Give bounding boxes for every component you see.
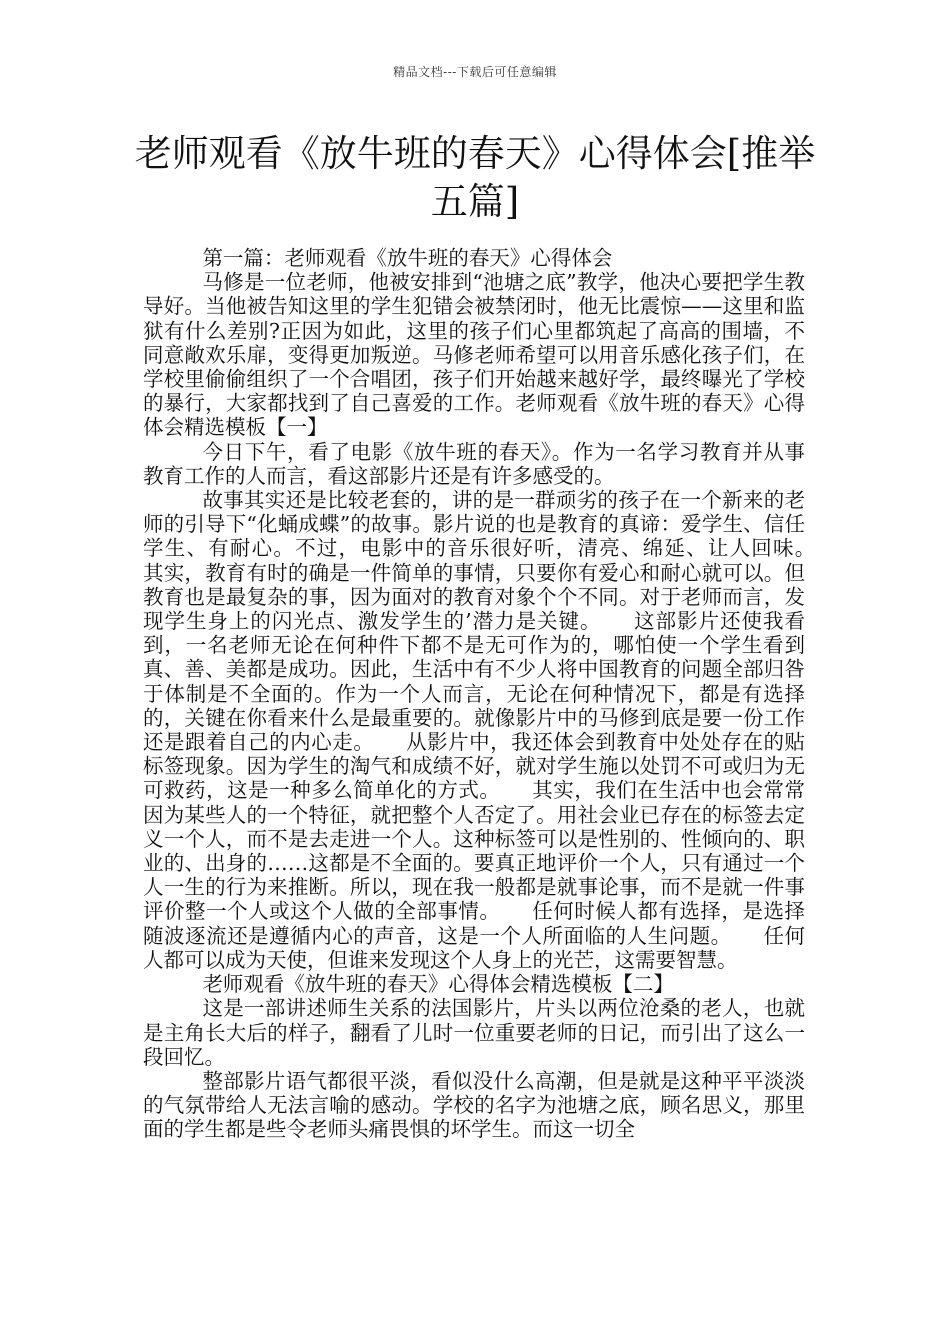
body-paragraph: 今日下午，看了电影《放牛班的春天》。作为一名学习教育并从事教育工作的人而言，看这部影片还是有许多感受的。 [143,439,805,488]
document-body [143,246,846,1142]
body-paragraph: 故事其实还是比较老套的，讲的是一群顽劣的孩子在一个新来的老师的引导下“化蛹成蝶”的故事。影片说的也是教育的真谛：爱学生、信任学生、有耐心。不过，电影中的音乐很好听，清亮、绵延、让人回味。 其实，教育有时的确是一件简单的事情，只要你有爱心和耐心就可以。但教育也是最复杂的事，因为面对的教育对象个个不同。对于老师而言，发现学生身上的闪光点、激发学生的’潜力是关键。 这部影片还使我看到，一名老师无论在何种件下都不是无可作为的，哪怕使一个学生看到真、善、美都是成功。因此，生活中有不少人将中国教育的问题全部归咎于体制是不全面的。作为一个人而言，无论在何种情况下，都是有选择的，关键在你看来什么是最重要的。就像影片中的马修到底是要一份工作还是跟着自己的内心走。 从影片中，我还体会到教育中处处存在的贴标签现象。因为学生的淘气和成绩不好，就对学生施以处罚不可或归为无可救药，这是一种多么简单化的方式。 其实，我们在生活中也会常常因为某些人的一个特征，就把整个人否定了。用社会业已存在的标签去定义一个人，而不是去走进一个人。这种标签可以是性别的、性倾向的、职业的、出身的……这都是不全面的。要真正地评价一个人，只有通过一个人一生的行为来推断。所以，现在我一般都是就事论事，而不是就一件事评价整一个人或这个人做的全部事情。 任何时候人都有选择，是选择随波逐流还是遵循内心的声音，这是一个人所面临的人生问题。 任何人都可以成为天使，但谁来发现这个人身上的光芒，这需要智慧。 [143,488,846,972]
body-paragraph: 马修是一位老师，他被安排到“池塘之底”教学，他决心要把学生教导好。当他被告知这里的学生犯错会被禁闭时，他无比震惊——这里和监狱有什么差别?正因为如此，这里的孩子们心里都筑起了高高的围墙，不同意敞欢乐扉，变得更加叛逆。马修老师希望可以用音乐感化孩子们，在学校里偷偷组织了一个合唱团，孩子们开始越来越好学，最终曝光了学校的暴行，大家都找到了自己喜爱的工作。老师观看《放牛班的春天》心得体会精选模板【一】 [143,270,805,440]
section-heading-template-2: 老师观看《放牛班的春天》心得体会精选模板【二】 [202,972,674,997]
section-heading-1: 第一篇：老师观看《放牛班的春天》心得体会 [202,246,613,270]
document-title: 老师观看《放牛班的春天》心得体会[推举五篇] [134,132,816,223]
body-paragraph: 这是一部讲述师生关系的法国影片，片头以两位沧桑的老人，也就是主角长大后的样子，翻看了儿时一位重要老师的日记，而引出了这么一段回忆。 [143,996,805,1069]
page-header: 精品文档---下载后可任意编辑 [393,65,557,79]
body-paragraph: 整部影片语气都很平淡，看似没什么高潮，但是就是这种平平淡淡的气氛带给人无法言喻的感动。学校的名字为池塘之底，顾名思义，那里面的学生都是些令老师头痛畏惧的坏学生。而这一切全 [143,1068,805,1142]
